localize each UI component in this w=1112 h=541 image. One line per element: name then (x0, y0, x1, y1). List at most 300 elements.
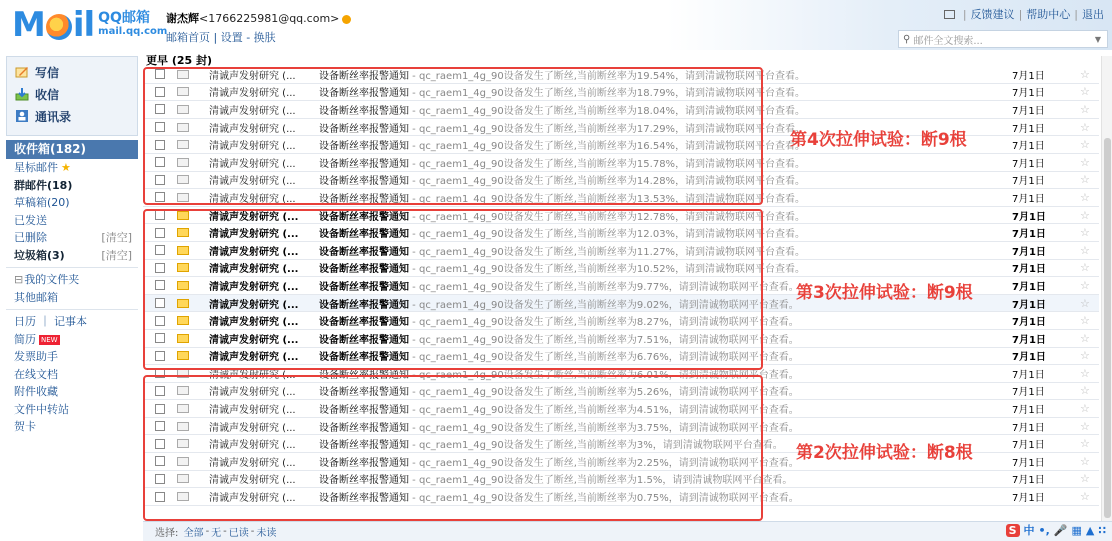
mail-subject-title: 设备断丝率报警通知 (319, 369, 409, 381)
user-links: 邮箱首页 | 设置 - 换肤 (166, 31, 276, 44)
group-header: 更早 (25 封) (146, 54, 213, 67)
mail-row[interactable] (143, 207, 1099, 225)
mail-date: 7月1日 (1012, 158, 1045, 170)
mail-sender[interactable]: 清诚声发射研究 (... (209, 123, 296, 135)
folder-list (6, 140, 138, 436)
mail-date: 7月1日 (1012, 70, 1045, 82)
search-icon: ⚲ (903, 33, 911, 45)
link-logout[interactable]: 退出 (1082, 8, 1104, 21)
mail-preview (409, 282, 799, 293)
mail-preview (409, 212, 805, 223)
star-outline-icon[interactable]: ☆ (1080, 314, 1090, 328)
mail-row[interactable] (143, 189, 1099, 207)
pencil-icon (15, 65, 29, 79)
mail-subject-title: 设备断丝率报警通知 (319, 211, 409, 223)
mail-preview-prefix: - qc_raem1_4g_90设备发生了断丝,当前断丝率为 (409, 369, 637, 381)
shirt-icon[interactable]: ▲ (1085, 523, 1095, 537)
mail-subject-title: 设备断丝率报警通知 (319, 158, 409, 170)
mail-subject-title: 设备断丝率报警通知 (319, 440, 409, 452)
divider (6, 309, 138, 310)
logo-cn: QQ邮箱 (98, 10, 150, 26)
unread-envelope-icon (177, 263, 189, 272)
mail-preview (409, 300, 799, 311)
mail-subject[interactable] (319, 243, 806, 258)
mail-sender[interactable]: 清诚声发射研究 (... (209, 440, 296, 452)
mail-subject-title: 设备断丝率报警通知 (319, 264, 409, 276)
logo-o-icon (46, 14, 72, 40)
mail-subject[interactable] (319, 208, 806, 223)
mail-row[interactable] (143, 330, 1099, 348)
star-outline-icon[interactable]: ☆ (1080, 366, 1090, 380)
tool-file-transfer[interactable]: 文件中转站 (14, 402, 69, 416)
mail-preview-suffix: ，请到清诚物联网平台查看。 (675, 105, 806, 117)
row-checkbox[interactable] (155, 492, 165, 502)
mail-sender[interactable]: 清诚声发射研究 (... (209, 176, 296, 188)
mail-row[interactable] (143, 383, 1099, 401)
mail-breakage-rate: 12.78% (636, 211, 676, 223)
mail-subject-title: 设备断丝率报警通知 (319, 141, 409, 153)
compose-button[interactable]: 写信 (15, 61, 129, 83)
unread-envelope-icon (177, 316, 189, 325)
mail-sender[interactable]: 清诚声发射研究 (... (209, 369, 296, 381)
star-outline-icon[interactable]: ☆ (1080, 419, 1090, 433)
mail-preview (409, 71, 805, 82)
star-outline-icon[interactable]: ☆ (1080, 437, 1090, 451)
tool-calendar-notes[interactable]: 日历 ｜ 记事本 (14, 315, 87, 328)
mail-subject-title: 设备断丝率报警通知 (319, 317, 409, 329)
mail-breakage-rate: 4.51% (636, 405, 669, 417)
mail-subject-title: 设备断丝率报警通知 (319, 493, 409, 505)
tool-online-docs[interactable]: 在线文档 (14, 367, 58, 381)
row-checkbox[interactable] (155, 104, 165, 114)
mail-row[interactable] (143, 400, 1099, 418)
sidebar (6, 56, 138, 541)
mail-breakage-rate: 2.25% (636, 457, 669, 469)
star-outline-icon[interactable]: ☆ (1080, 120, 1090, 134)
mail-subject[interactable] (319, 296, 799, 311)
mail-date: 7月1日 (1012, 422, 1045, 434)
mail-date: 7月1日 (1012, 317, 1046, 329)
mail-date: 7月1日 (1012, 440, 1045, 452)
mail-sender[interactable]: 清诚声发射研究 (... (209, 317, 299, 329)
mail-breakage-rate: 9.02% (636, 299, 669, 311)
row-checkbox[interactable] (155, 474, 165, 484)
mail-sender[interactable]: 清诚声发射研究 (... (209, 352, 299, 364)
mail-subject[interactable] (319, 155, 806, 170)
mail-subject[interactable] (319, 260, 806, 276)
row-checkbox[interactable] (155, 228, 165, 238)
mail-preview (409, 176, 805, 187)
mail-preview-suffix: ，请到清诚物联网平台查看。 (668, 493, 799, 505)
mail-breakage-rate: 15.78% (636, 158, 676, 170)
star-outline-icon[interactable]: ☆ (1080, 173, 1090, 187)
mail-date: 7月1日 (1012, 176, 1045, 188)
mail-preview-prefix: - qc_raem1_4g_90设备发生了断丝,当前断丝率为 (409, 299, 637, 311)
star-outline-icon[interactable]: ☆ (1080, 331, 1090, 345)
mail-preview (409, 141, 805, 152)
annotation-label-test-3: 第3次拉伸试验：断9根 (796, 283, 973, 303)
mail-preview (409, 194, 805, 205)
mail-breakage-rate: 9.77% (636, 281, 669, 293)
clear-spam-link[interactable]: [清空] (101, 248, 132, 262)
mail-preview-prefix: - qc_raem1_4g_90设备发生了断丝,当前断丝率为 (409, 264, 637, 276)
mail-sender[interactable]: 清诚声发射研究 (... (209, 88, 296, 100)
mail-sender[interactable]: 清诚声发射研究 (... (209, 405, 296, 417)
mail-preview-prefix: - qc_raem1_4g_90设备发生了断丝,当前断丝率为 (409, 422, 637, 434)
mail-preview-prefix: - qc_raem1_4g_90设备发生了断丝,当前断丝率为 (409, 229, 637, 241)
unread-envelope-icon (177, 299, 189, 308)
mail-subject-title: 设备断丝率报警通知 (319, 193, 409, 205)
ime-chinese-icon[interactable]: 中 (1023, 524, 1035, 537)
mail-preview-suffix: ，请到清诚物联网平台查看。 (668, 387, 799, 399)
mail-preview-prefix: - qc_raem1_4g_90设备发生了断丝,当前断丝率为 (409, 475, 637, 487)
mail-row[interactable] (143, 312, 1099, 330)
star-outline-icon[interactable]: ☆ (1080, 102, 1090, 116)
star-outline-icon[interactable]: ☆ (1080, 472, 1090, 486)
mail-breakage-rate: 1.5% (636, 475, 663, 487)
row-checkbox[interactable] (155, 456, 165, 466)
mail-row[interactable] (143, 488, 1099, 506)
link-feedback[interactable]: 反馈建议 (970, 8, 1015, 21)
logo-en: mail.qq.com (98, 26, 168, 37)
row-checkbox[interactable] (155, 263, 165, 273)
mail-preview-suffix: ，请到清诚物联网平台查看。 (662, 475, 793, 487)
mail-date: 7月1日 (1012, 193, 1045, 205)
contacts-button[interactable]: 通讯录 (15, 105, 129, 127)
keyboard-icon[interactable]: ▦ (1071, 523, 1082, 537)
mail-sender[interactable]: 清诚声发射研究 (... (209, 475, 296, 487)
mail-preview-suffix: ，请到清诚物联网平台查看。 (675, 123, 806, 135)
mail-sender[interactable]: 清诚声发射研究 (... (209, 70, 296, 82)
link-help[interactable]: 帮助中心 (1026, 8, 1071, 21)
mail-row[interactable] (143, 172, 1099, 190)
mail-preview-suffix: ，请到清诚物联网平台查看。 (675, 176, 806, 188)
select-unread-link[interactable]: 未读 (256, 528, 277, 539)
mail-subject-title: 设备断丝率报警通知 (319, 387, 409, 399)
link-settings[interactable]: 设置 (220, 31, 243, 44)
microphone-icon[interactable]: 🎤 (1053, 523, 1068, 537)
mail-sender[interactable]: 清诚声发射研究 (... (209, 493, 296, 505)
address-book-icon (15, 109, 29, 123)
user-name: 谢杰辉 (166, 12, 199, 25)
folder-group[interactable]: 群邮件(18) (14, 178, 73, 192)
mail-sender[interactable]: 清诚声发射研究 (... (209, 299, 299, 311)
envelope-icon (177, 474, 189, 483)
row-checkbox[interactable] (155, 140, 165, 150)
mail-subject-title: 设备断丝率报警通知 (319, 334, 409, 346)
tool-attachments[interactable]: 附件收藏 (14, 385, 58, 398)
mail-breakage-rate: 14.28% (636, 176, 676, 188)
mail-sender[interactable]: 清诚声发射研究 (... (209, 281, 299, 293)
row-checkbox[interactable] (155, 333, 165, 343)
mail-date: 7月1日 (1012, 334, 1046, 346)
row-checkbox[interactable] (155, 386, 165, 396)
mail-subject[interactable] (319, 137, 806, 153)
mail-sender[interactable]: 清诚声发射研究 (... (209, 211, 299, 223)
mail-sender[interactable]: 清诚声发射研究 (... (209, 193, 296, 205)
star-outline-icon[interactable]: ☆ (1080, 67, 1090, 81)
mail-breakage-rate: 11.27% (636, 246, 676, 258)
mail-subject[interactable] (319, 401, 799, 417)
mail-preview-prefix: - qc_raem1_4g_90设备发生了断丝,当前断丝率为 (409, 457, 637, 469)
mail-row[interactable] (143, 260, 1099, 278)
annotation-label-test-2: 第2次拉伸试验：断8根 (796, 443, 973, 463)
clear-deleted-link[interactable]: [清空] (101, 231, 132, 244)
star-outline-icon[interactable]: ☆ (1080, 278, 1090, 292)
mail-date: 7月1日 (1012, 405, 1045, 417)
mail-preview (409, 106, 805, 117)
top-header (0, 0, 1112, 50)
mail-sender[interactable]: 清诚声发射研究 (... (209, 246, 299, 258)
mail-subject-title: 设备断丝率报警通知 (319, 105, 409, 117)
mail-sender[interactable]: 清诚声发射研究 (... (209, 158, 296, 170)
folder-deleted[interactable]: 已删除 [清空] (6, 229, 138, 247)
mail-preview-prefix: - qc_raem1_4g_90设备发生了断丝,当前断丝率为 (409, 334, 637, 346)
mail-subject[interactable] (319, 471, 793, 487)
link-home[interactable]: 邮箱首页 (166, 31, 210, 44)
grid-icon[interactable]: ∷ (1098, 523, 1106, 537)
device-icon[interactable] (944, 10, 955, 19)
select-read-link[interactable]: 已读 (228, 528, 249, 539)
mail-row[interactable] (143, 418, 1099, 436)
row-checkbox[interactable] (155, 122, 165, 132)
mail-preview-suffix: ，请到清诚物联网平台查看。 (668, 317, 799, 329)
mail-row[interactable] (143, 66, 1099, 84)
row-checkbox[interactable] (155, 210, 165, 220)
mail-preview-suffix: ，请到清诚物联网平台查看。 (675, 229, 806, 241)
mail-date: 7月1日 (1012, 105, 1045, 117)
row-checkbox[interactable] (155, 157, 165, 167)
mail-subject[interactable] (319, 102, 806, 117)
star-outline-icon[interactable]: ☆ (1080, 190, 1090, 204)
select-all-link[interactable]: 全部 (183, 528, 204, 539)
mail-subject[interactable] (319, 454, 799, 469)
mail-preview-prefix: - qc_raem1_4g_90设备发生了断丝,当前断丝率为 (409, 176, 637, 188)
mail-preview-prefix: - qc_raem1_4g_90设备发生了断丝,当前断丝率为 (409, 123, 637, 135)
mail-subject[interactable] (319, 278, 799, 293)
mail-subject[interactable] (319, 489, 799, 505)
mail-sender[interactable]: 清诚声发射研究 (... (209, 422, 296, 434)
mail-subject-title: 设备断丝率报警通知 (319, 475, 409, 487)
mail-sender[interactable]: 清诚声发射研究 (... (209, 264, 299, 276)
mail-subject[interactable] (319, 225, 806, 241)
folder-starred[interactable]: 星标邮件 ★ (6, 159, 138, 177)
mail-row[interactable] (143, 101, 1099, 119)
scrollbar[interactable] (1101, 56, 1112, 521)
mail-preview (409, 458, 799, 469)
mail-sender[interactable]: 清诚声发射研究 (... (209, 105, 296, 117)
mail-subject[interactable] (319, 419, 799, 434)
row-checkbox[interactable] (155, 316, 165, 326)
mail-subject[interactable] (319, 348, 799, 364)
row-checkbox[interactable] (155, 404, 165, 414)
envelope-icon (177, 369, 189, 378)
mail-date: 7月1日 (1012, 369, 1045, 381)
envelope-icon (177, 386, 189, 395)
mail-sender[interactable]: 清诚声发射研究 (... (209, 457, 296, 469)
folder-sent[interactable]: 已发送 (14, 213, 47, 227)
star-outline-icon[interactable]: ☆ (1080, 226, 1090, 240)
envelope-icon (177, 158, 189, 167)
receive-button[interactable]: 收信 (15, 83, 129, 105)
search-box[interactable] (898, 30, 1108, 48)
row-checkbox[interactable] (155, 245, 165, 255)
tool-cards[interactable]: 贺卡 (14, 420, 36, 433)
mail-subject[interactable] (319, 120, 806, 135)
star-outline-icon[interactable]: ☆ (1080, 138, 1090, 152)
row-checkbox[interactable] (155, 421, 165, 431)
logo-mail-text: M il (12, 5, 95, 45)
mail-subject-title: 设备断丝率报警通知 (319, 299, 409, 311)
row-checkbox[interactable] (155, 351, 165, 361)
mail-preview-prefix: - qc_raem1_4g_90设备发生了断丝,当前断丝率为 (409, 158, 637, 170)
chevron-down-icon[interactable]: ▼ (1094, 34, 1101, 44)
sogou-s-icon[interactable]: S (1006, 524, 1020, 537)
mail-preview-prefix: - qc_raem1_4g_90设备发生了断丝,当前断丝率为 (409, 281, 637, 293)
ime-punct-icon[interactable]: •, (1038, 523, 1050, 537)
mail-subject[interactable] (319, 190, 806, 205)
mail-row[interactable] (143, 224, 1099, 242)
qq-mail-logo[interactable] (12, 5, 168, 45)
select-none-link[interactable]: 无 (211, 528, 222, 539)
star-outline-icon[interactable]: ☆ (1080, 454, 1090, 468)
mail-preview-prefix: - qc_raem1_4g_90设备发生了断丝,当前断丝率为 (409, 105, 637, 117)
mail-subject[interactable] (319, 313, 799, 329)
scrollbar-thumb[interactable] (1104, 138, 1111, 518)
ime-toolbar[interactable] (1006, 522, 1106, 538)
mail-preview-suffix: ，请到清诚物联网平台查看。 (668, 422, 799, 434)
mail-row[interactable] (143, 348, 1099, 366)
expand-icon[interactable]: ⊟ (14, 273, 24, 286)
mail-preview-prefix: - qc_raem1_4g_90设备发生了断丝,当前断丝率为 (409, 246, 637, 258)
mail-preview-suffix: ，请到清诚物联网平台查看。 (668, 369, 799, 381)
mail-subject[interactable] (319, 331, 799, 346)
folder-spam[interactable]: 垃圾箱(3) [清空] (6, 247, 138, 265)
sidebar-actions (6, 56, 138, 136)
mail-preview (409, 352, 799, 363)
mail-subject[interactable] (319, 172, 806, 188)
mail-preview-suffix: ，请到清诚物联网平台查看。 (668, 352, 799, 364)
mail-preview-prefix: - qc_raem1_4g_90设备发生了断丝,当前断丝率为 (409, 70, 637, 82)
mail-preview-prefix: - qc_raem1_4g_90设备发生了断丝,当前断丝率为 (409, 317, 637, 329)
user-email: <1766225981@qq.com> (199, 12, 340, 25)
mail-breakage-rate: 8.27% (636, 317, 669, 329)
mail-row[interactable] (143, 365, 1099, 383)
folder-other-mailbox[interactable]: 其他邮箱 (14, 290, 58, 304)
top-links: | 反馈建议 | 帮助中心 | 退出 (944, 6, 1104, 22)
folder-drafts[interactable]: 草稿箱(20) (14, 196, 70, 209)
row-checkbox[interactable] (155, 439, 165, 449)
mail-row[interactable] (143, 154, 1099, 172)
tool-invoice[interactable]: 发票助手 (14, 350, 58, 363)
mail-preview-prefix: - qc_raem1_4g_90设备发生了断丝,当前断丝率为 (409, 493, 637, 505)
envelope-icon (177, 422, 189, 431)
mail-subject[interactable] (319, 383, 799, 399)
mail-preview-prefix: - qc_raem1_4g_90设备发生了断丝,当前断丝率为 (409, 352, 637, 364)
mail-row[interactable] (143, 84, 1099, 102)
envelope-icon (177, 87, 189, 96)
mail-preview-suffix: ，请到清诚物联网平台查看。 (675, 193, 806, 205)
mail-breakage-rate: 10.52% (636, 264, 676, 276)
star-outline-icon[interactable]: ☆ (1080, 208, 1090, 222)
mail-preview-suffix: ，请到清诚物联网平台查看。 (675, 88, 806, 100)
mail-preview-suffix: ，请到清诚物联网平台查看。 (668, 281, 799, 293)
unread-envelope-icon (177, 228, 189, 237)
mail-preview (409, 264, 805, 275)
row-checkbox[interactable] (155, 298, 165, 308)
star-outline-icon[interactable]: ☆ (1080, 402, 1090, 416)
star-outline-icon[interactable]: ☆ (1080, 85, 1090, 99)
mail-subject-title: 设备断丝率报警通知 (319, 281, 409, 293)
mail-preview-suffix: ，请到清诚物联网平台查看。 (668, 299, 799, 311)
mail-subject-title: 设备断丝率报警通知 (319, 246, 409, 258)
star-outline-icon[interactable]: ☆ (1080, 261, 1090, 275)
divider (6, 267, 138, 268)
mail-sender[interactable]: 清诚声发射研究 (... (209, 141, 296, 153)
envelope-icon (177, 70, 189, 79)
mail-preview-prefix: - qc_raem1_4g_90设备发生了断丝,当前断丝率为 (409, 88, 637, 100)
mail-preview-prefix: - qc_raem1_4g_90设备发生了断丝,当前断丝率为 (409, 387, 637, 399)
row-checkbox[interactable] (155, 175, 165, 185)
mail-preview-prefix: - qc_raem1_4g_90设备发生了断丝,当前断丝率为 (409, 141, 637, 153)
folder-my-folders[interactable]: ⊟ 我的文件夹 (6, 271, 138, 289)
row-checkbox[interactable] (155, 87, 165, 97)
mail-subject[interactable] (319, 84, 806, 100)
mail-preview-suffix: ，请到清诚物联网平台查看。 (675, 211, 806, 223)
mail-breakage-rate: 18.79% (636, 88, 676, 100)
mail-date: 7月1日 (1012, 281, 1046, 293)
folder-inbox[interactable]: 收件箱(182) (6, 140, 138, 159)
unread-envelope-icon (177, 246, 189, 255)
row-checkbox[interactable] (155, 368, 165, 378)
link-skin[interactable]: 换肤 (253, 31, 276, 44)
mail-breakage-rate: 16.54% (636, 141, 676, 153)
mail-preview (409, 387, 799, 398)
mail-sender[interactable]: 清诚声发射研究 (... (209, 334, 299, 346)
mail-subject-title: 设备断丝率报警通知 (319, 422, 409, 434)
mail-subject[interactable] (319, 366, 799, 381)
mail-sender[interactable]: 清诚声发射研究 (... (209, 229, 299, 241)
star-outline-icon[interactable]: ☆ (1080, 243, 1090, 257)
mail-breakage-rate: 3.75% (636, 422, 669, 434)
row-checkbox[interactable] (155, 280, 165, 290)
notification-dot-icon[interactable] (342, 15, 351, 24)
search-placeholder: 邮件全文搜索... (913, 35, 983, 47)
mail-subject[interactable] (319, 67, 806, 82)
mail-preview-suffix: ，请到清诚物联网平台查看。 (675, 70, 806, 82)
mail-row[interactable] (143, 471, 1099, 489)
mail-date: 7月1日 (1012, 299, 1046, 311)
mail-preview (409, 229, 805, 240)
star-outline-icon[interactable]: ☆ (1080, 490, 1090, 504)
tool-resume[interactable]: 简历 NEW (14, 332, 58, 346)
mail-breakage-rate: 3% (636, 440, 653, 452)
mail-sender[interactable]: 清诚声发射研究 (... (209, 387, 296, 399)
mail-preview (409, 440, 783, 451)
mail-row[interactable] (143, 242, 1099, 260)
star-outline-icon[interactable]: ☆ (1080, 296, 1090, 310)
row-checkbox[interactable] (155, 192, 165, 202)
list-footer: 选择: 全部 - 无 - 已读 - 未读 S 中 •, 🎤 ▦ ▲ ∷ (143, 521, 1112, 541)
mail-preview (409, 88, 805, 99)
mail-subject[interactable] (319, 436, 783, 452)
mail-breakage-rate: 17.29% (636, 123, 676, 135)
row-checkbox[interactable] (155, 69, 165, 79)
star-outline-icon[interactable]: ☆ (1080, 349, 1090, 363)
star-outline-icon[interactable]: ☆ (1080, 155, 1090, 169)
envelope-icon (177, 140, 189, 149)
star-outline-icon[interactable]: ☆ (1080, 384, 1090, 398)
